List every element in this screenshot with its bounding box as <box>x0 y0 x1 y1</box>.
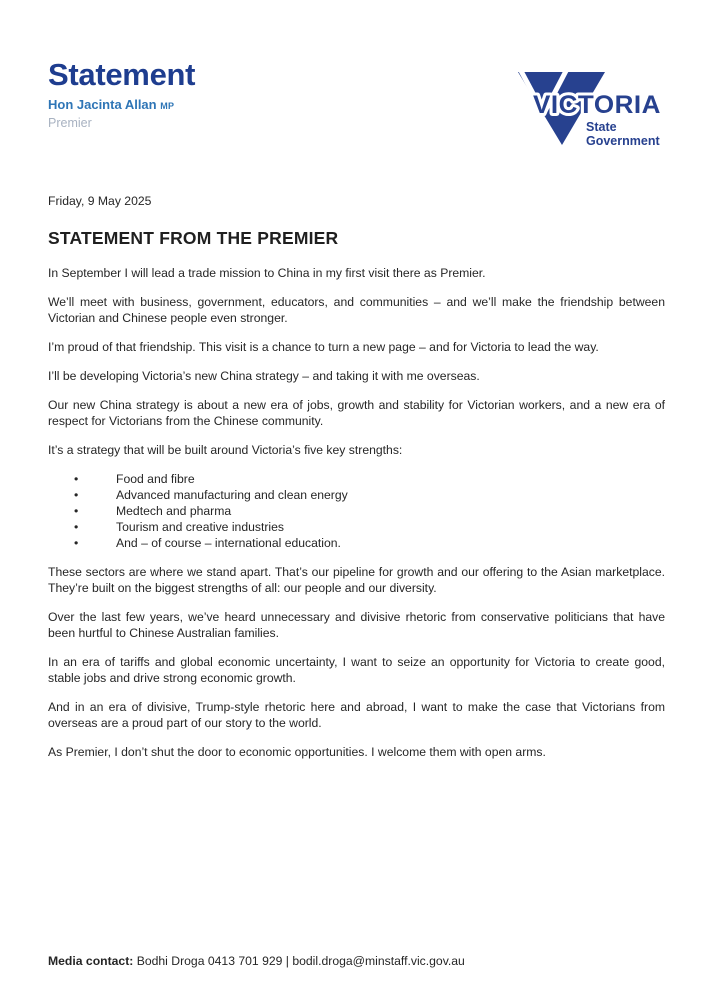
victoria-state-government-logo <box>510 55 670 150</box>
paragraph: Our new China strategy is about a new era of jobs, growth and stability for Victorian workers, and a new era of respect for Victorians from the Chinese community. <box>48 398 665 428</box>
letterhead <box>48 58 448 131</box>
masthead-title: Statement <box>48 57 196 92</box>
media-contact <box>48 953 665 969</box>
victoria-triangle-icon <box>510 55 670 150</box>
document-body <box>48 193 665 773</box>
paragraph: I’ll be developing Victoria’s new China strategy – and taking it with me overseas. <box>48 369 480 383</box>
minister-name-text: Hon Jacinta Allan <box>48 97 157 112</box>
list-item-label: And – of course – international education. <box>116 536 341 550</box>
minister-name <box>48 97 448 114</box>
paragraph: It’s a strategy that will be built around Victoria’s five key strengths: <box>48 443 403 457</box>
media-contact-label: Media contact: <box>48 954 134 968</box>
list-item <box>48 471 665 487</box>
minister-postnominal: MP <box>160 101 175 111</box>
paragraph: As Premier, I don’t shut the door to economic opportunities. I welcome them with open arms. <box>48 745 546 759</box>
paragraph: We’ll meet with business, government, educators, and communities – and we’ll make the friendship between Victorian and Chinese people even stronger. <box>48 295 665 325</box>
logo-subline-government: Government <box>586 134 660 148</box>
logo-wordmark: VICTORIA <box>533 91 661 119</box>
list-item-label: Medtech and pharma <box>116 504 232 518</box>
logo-subline-state: State <box>586 120 617 134</box>
media-contact-details: Bodhi Droga 0413 701 929 | bodil.droga@minstaff.vic.gov.au <box>136 954 465 968</box>
list-item-label: Tourism and creative industries <box>116 520 284 534</box>
paragraph: These sectors are where we stand apart. That’s our pipeline for growth and our offering to the Asian marketplace. They’re built on the biggest strengths of all: our people and our diversity. <box>48 565 665 595</box>
list-item-label: Advanced manufacturing and clean energy <box>116 488 348 502</box>
list-item <box>48 487 665 503</box>
paragraph: And in an era of divisive, Trump-style rhetoric here and abroad, I want to make the case that Victorians from overseas are a proud part of our story to the world. <box>48 700 665 730</box>
paragraph: In an era of tariffs and global economic uncertainty, I want to seize an opportunity for Victoria to create good, stable jobs and drive strong economic growth. <box>48 655 665 685</box>
list-item-label: Food and fibre <box>116 472 195 486</box>
page-title: STATEMENT FROM THE PREMIER <box>48 228 339 248</box>
minister-role: Premier <box>48 116 92 130</box>
paragraph: I’m proud of that friendship. This visit is a chance to turn a new page – and for Victoria to lead the way. <box>48 340 599 354</box>
list-item <box>48 535 665 551</box>
list-item <box>48 519 665 535</box>
date-line: Friday, 9 May 2025 <box>48 194 152 208</box>
paragraph: In September I will lead a trade mission to China in my first visit there as Premier. <box>48 266 486 280</box>
list-item <box>48 503 665 519</box>
paragraph: Over the last few years, we’ve heard unnecessary and divisive rhetoric from conservative politicians that have been hurtful to Chinese Australian families. <box>48 610 665 640</box>
key-strengths-list <box>48 471 665 551</box>
